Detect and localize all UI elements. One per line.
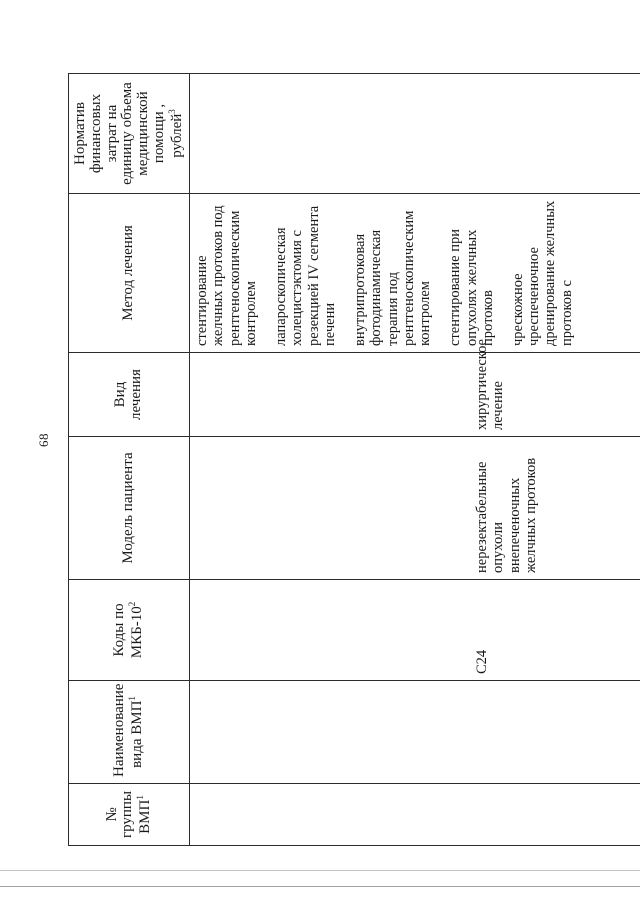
method-item: внутрипротоковая фотодинамическая терапия под рентгеноскопическим контролем (352, 210, 434, 346)
cell-group-no (190, 784, 640, 846)
table-header-row (69, 74, 190, 846)
rotated-table-page (68, 74, 640, 846)
header-treatment-type: Вид лечения (69, 353, 190, 437)
header-norm: Норматив финансовых затрат на единицу объема медицинской помощи , рублей$^3$ (69, 74, 190, 194)
method-item: стентирование желчных протоков под рентгеноскопическим контролем (194, 205, 259, 346)
cell-icd-code: C24 (190, 580, 640, 681)
method-item: лапароскопическая холецистэктомия с резекцией IV сегмента печени (273, 205, 338, 346)
header-group-no: № группы ВМП$^1$ (69, 784, 190, 846)
scan-edge-line (0, 870, 640, 871)
header-treatment-method: Метод лечения (69, 194, 190, 353)
table-row (190, 74, 640, 846)
method-item: стентирование при опухолях желчных протоков (447, 228, 496, 346)
cell-norm (190, 74, 640, 194)
cell-patient-model: нерезектабельные опухоли внепеченочных желчных протоков (190, 437, 640, 580)
page-number: 68 (36, 433, 51, 447)
header-patient-model: Модель пациента (69, 437, 190, 580)
scan-edge-line (0, 886, 640, 887)
cell-vmp-name (190, 681, 640, 784)
method-item: чрескожное чреспеченочное дренирование желчных протоков с (510, 200, 575, 346)
header-icd-codes: Коды по МКБ-$10^2$ (69, 580, 190, 681)
cell-treatment-method (190, 194, 640, 353)
cell-treatment-type: хирургическое лечение (190, 353, 640, 437)
header-vmp-name: Наименование вида ВМП$^1$ (69, 681, 190, 784)
vmp-table (68, 73, 640, 846)
